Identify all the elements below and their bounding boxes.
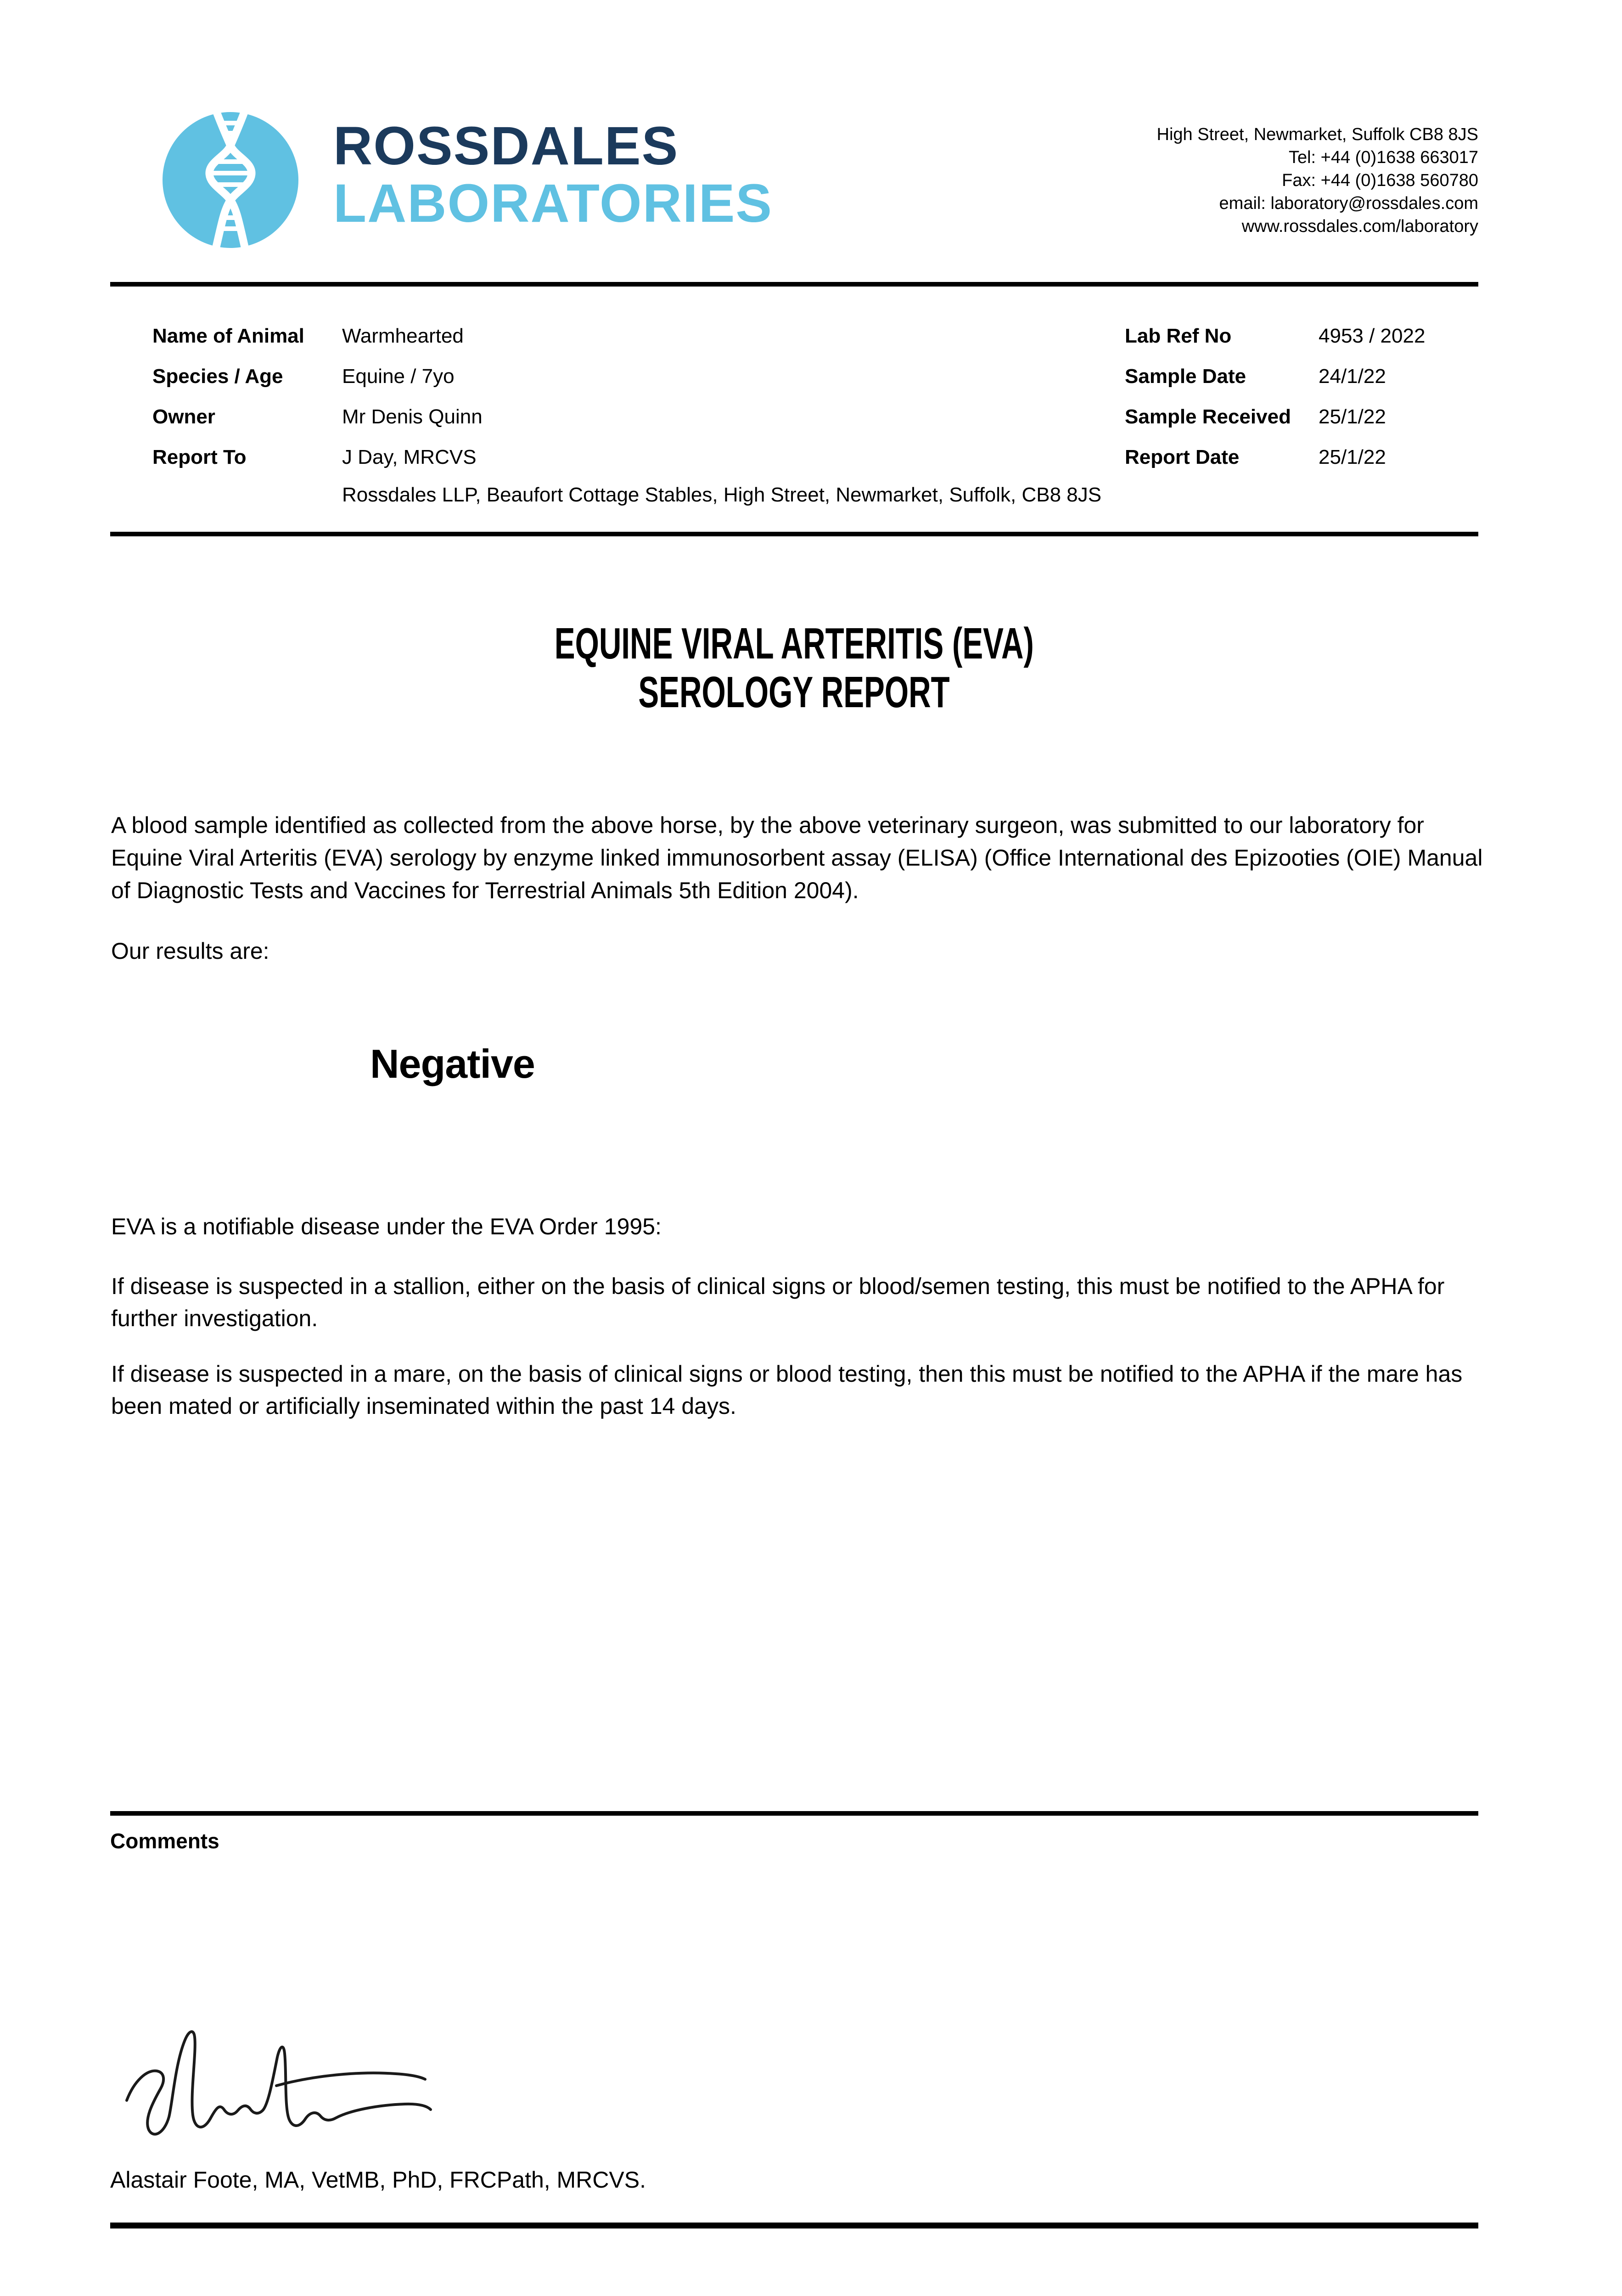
contact-address: High Street, Newmarket, Suffolk CB8 8JS: [1156, 125, 1478, 144]
dna-helix-logo-icon: [162, 111, 299, 249]
stallion-note: If disease is suspected in a stallion, either on the basis of clinical signs or blood/semen testing, this must be notified to the APHA for further investigation.: [111, 1273, 1445, 1331]
report-date-label: Report Date: [1125, 446, 1240, 468]
mare-note: If disease is suspected in a mare, on the basis of clinical signs or blood testing, then this must be notified to the APHA if the mare has been mated or artificially inseminated within the past 14 days.: [111, 1361, 1463, 1419]
signature-image: [120, 2024, 483, 2144]
brand-name-rossdales: ROSSDALES: [333, 116, 679, 176]
intro-paragraph: A blood sample identified as collected from the above horse, by the above veterinary surgeon, was submitted to our laboratory for Equine Viral Arteritis (EVA) serology by enzyme linked immunosorbent assay (ELISA) (Office International des Epizooties (OIE) Manual of Diagnostic Tests and Vaccines for Terrestrial Animals 5th Edition 2004).: [111, 812, 1483, 903]
sample-date-value: 24/1/22: [1319, 365, 1386, 388]
contact-fax: Fax: +44 (0)1638 560780: [1282, 171, 1478, 190]
contact-block: [1157, 123, 1478, 238]
contact-website: www.rossdales.com/laboratory: [1241, 217, 1478, 236]
lab-ref-no-value: 4953 / 2022: [1319, 325, 1426, 347]
header-divider-rule: [110, 282, 1478, 287]
sample-received-label: Sample Received: [1125, 405, 1291, 428]
comments-heading: Comments: [110, 1829, 219, 1853]
sample-received-value: 25/1/22: [1319, 405, 1386, 428]
report-title-line1: EQUINE VIRAL ARTERITIS (EVA): [554, 619, 1034, 668]
comments-divider-rule: [110, 1811, 1478, 1816]
notifiable-disease-note: EVA is a notifiable disease under the EVA Order 1995:: [111, 1214, 662, 1239]
lab-ref-no-label: Lab Ref No: [1125, 325, 1232, 347]
species-age-label: Species / Age: [152, 365, 283, 388]
sample-date-label: Sample Date: [1125, 365, 1246, 388]
species-age-value: Equine / 7yo: [342, 365, 455, 388]
report-to-label: Report To: [152, 446, 247, 468]
owner-value: Mr Denis Quinn: [342, 405, 483, 428]
report-title-line2: SEROLOGY REPORT: [638, 668, 950, 717]
contact-email: email: laboratory@rossdales.com: [1219, 194, 1478, 213]
page-footer-bar: [110, 2223, 1478, 2228]
report-date-value: 25/1/22: [1319, 446, 1386, 468]
owner-label: Owner: [152, 405, 215, 428]
name-of-animal-value: Warmhearted: [342, 325, 464, 347]
signatory-name: Alastair Foote, MA, VetMB, PhD, FRCPath, MRCVS.: [110, 2167, 646, 2193]
brand-name-laboratories: LABORATORIES: [333, 173, 773, 234]
name-of-animal-label: Name of Animal: [152, 325, 304, 347]
brand-wordmark: [333, 118, 773, 232]
report-to-address: Rossdales LLP, Beaufort Cottage Stables, High Street, Newmarket, Suffolk, CB8 8JS: [342, 484, 1102, 506]
result-value: Negative: [370, 1041, 535, 1086]
info-divider-rule: [110, 532, 1478, 536]
results-lead: Our results are:: [111, 938, 269, 964]
report-to-value: J Day, MRCVS: [342, 446, 477, 468]
contact-tel: Tel: +44 (0)1638 663017: [1288, 148, 1478, 167]
